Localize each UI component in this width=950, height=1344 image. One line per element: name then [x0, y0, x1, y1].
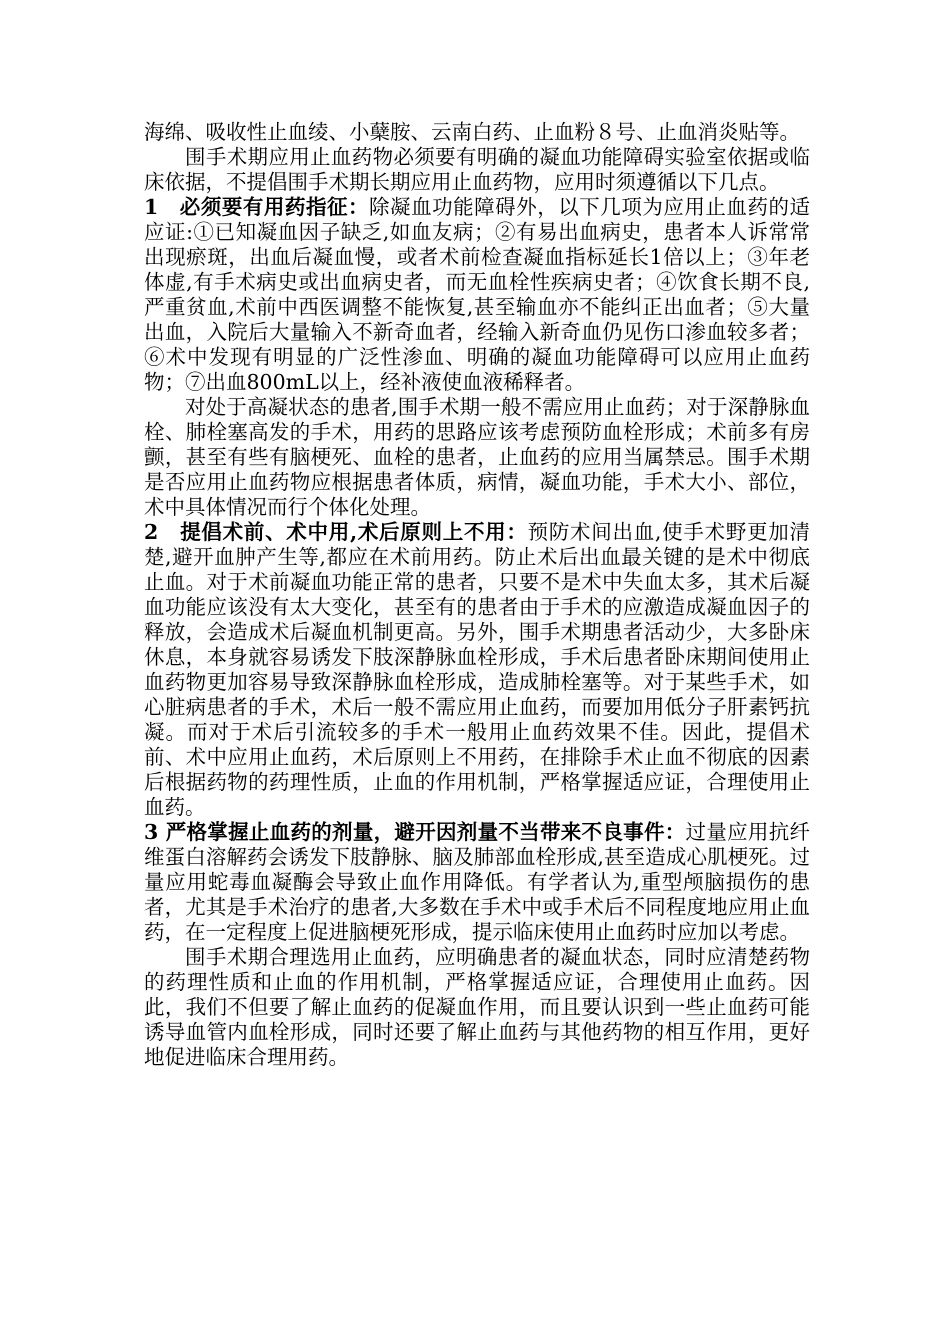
- section-body-3: 过量应用抗纤维蛋白溶解药会诱发下肢静脉、脑及肺部血栓形成,甚至造成心肌梗死。过量应用蛇毒血凝酶会导致止血作用降低。有学者认为,重型颅脑损伤的患者，尤其是手术治疗的患者,大多数在手术中或手术后不同程度地应用止血药，在一定程度上促进脑梗死形成，提示临床使用止血药时应加以考虑。: [144, 820, 810, 944]
- section-heading-2: 2 提倡术前、术中用,术后原则上不用：: [144, 520, 528, 544]
- section-body-1: 除凝血功能障碍外，以下几项为应用止血药的适应证:①已知凝血因子缺乏,如血友病；②有易出血病史，患者本人诉常常出现瘀斑，出血后凝血慢，或者术前检查凝血指标延长1倍以上；③年老体虚,有手术病史或出血病史者，而无血栓性疾病史者；④饮食长期不良,严重贫血,术前中西医调整不能恢复,甚至输血亦不能纠正出血者；⑤大量出血，入院后大量输入不新奇血者，经输入新奇血仍见伤口渗血较多者；⑥术中发现有明显的广泛性渗血、明确的凝血功能障碍可以应用止血药物；⑦出血800mL以上，经补液使血液稀释者。: [144, 195, 811, 394]
- paragraph-dosage: [144, 820, 810, 945]
- paragraph-indications: [144, 195, 810, 395]
- section-heading-1: 1 必须要有用药指征：: [144, 195, 370, 219]
- section-body-2: 预防术间出血,使手术野更加清楚,避开血肿产生等,都应在术前用药。防止术后出血最关键的是术中彻底止血。对于术前凝血功能正常的患者，只要不是术中失血太多，其术后凝血功能应该没有太大变化，甚至有的患者由于手术的应激造成凝血因子的释放，会造成术后凝血机制更高。另外，围手术期患者活动少，大多卧床休息，本身就容易诱发下肢深静脉血栓形成，手术后患者卧床期间使用止血药物更加容易导致深静脉血栓形成，造成肺栓塞等。对于某些手术，如心脏病患者的手术，术后一般不需应用止血药，而要加用低分子肝素钙抗凝。而对于术后引流较多的手术一般用止血药效果不佳。因此，提倡术前、术中应用止血药，术后原则上不用药，在排除手术止血不彻底的因素后根据药物的药理性质，止血的作用机制，严格掌握适应证，合理使用止血药。: [144, 520, 811, 819]
- paragraph-timing: [144, 520, 810, 820]
- paragraph-intro: 围手术期应用止血药物必须要有明确的凝血功能障碍实验室依据或临床依据，不提倡围手术期长期应用止血药物，应用时须遵循以下几点。: [144, 145, 810, 194]
- paragraph-hemostatic-list: 海绵、吸收性止血绫、小蘖胺、云南白药、止血粉８号、止血消炎贴等。: [144, 120, 800, 144]
- document-page: [144, 120, 810, 1070]
- paragraph-hypercoagulable: 对处于高凝状态的患者,围手术期一般不需应用止血药；对于深静脉血栓、肺栓塞高发的手术，用药的思路应该考虑预防血栓形成；术前多有房颤，甚至有些有脑梗死、血栓的患者，止血药的应用当属禁忌。围手术期是否应用止血药物应根据患者体质，病情，凝血功能，手术大小、部位，术中具体情况而行个体化处理。: [144, 395, 810, 519]
- section-heading-3: 3 严格掌握止血药的剂量，避开因剂量不当带来不良事件：: [144, 820, 686, 844]
- paragraph-conclusion: 围手术期合理选用止血药，应明确患者的凝血状态，同时应清楚药物的药理性质和止血的作用机制，严格掌握适应证，合理使用止血药。因此，我们不但要了解止血药的促凝血作用，而且要认识到一些止血药可能诱导血管内血栓形成，同时还要了解止血药与其他药物的相互作用，更好地促进临床合理用药。: [144, 945, 810, 1069]
